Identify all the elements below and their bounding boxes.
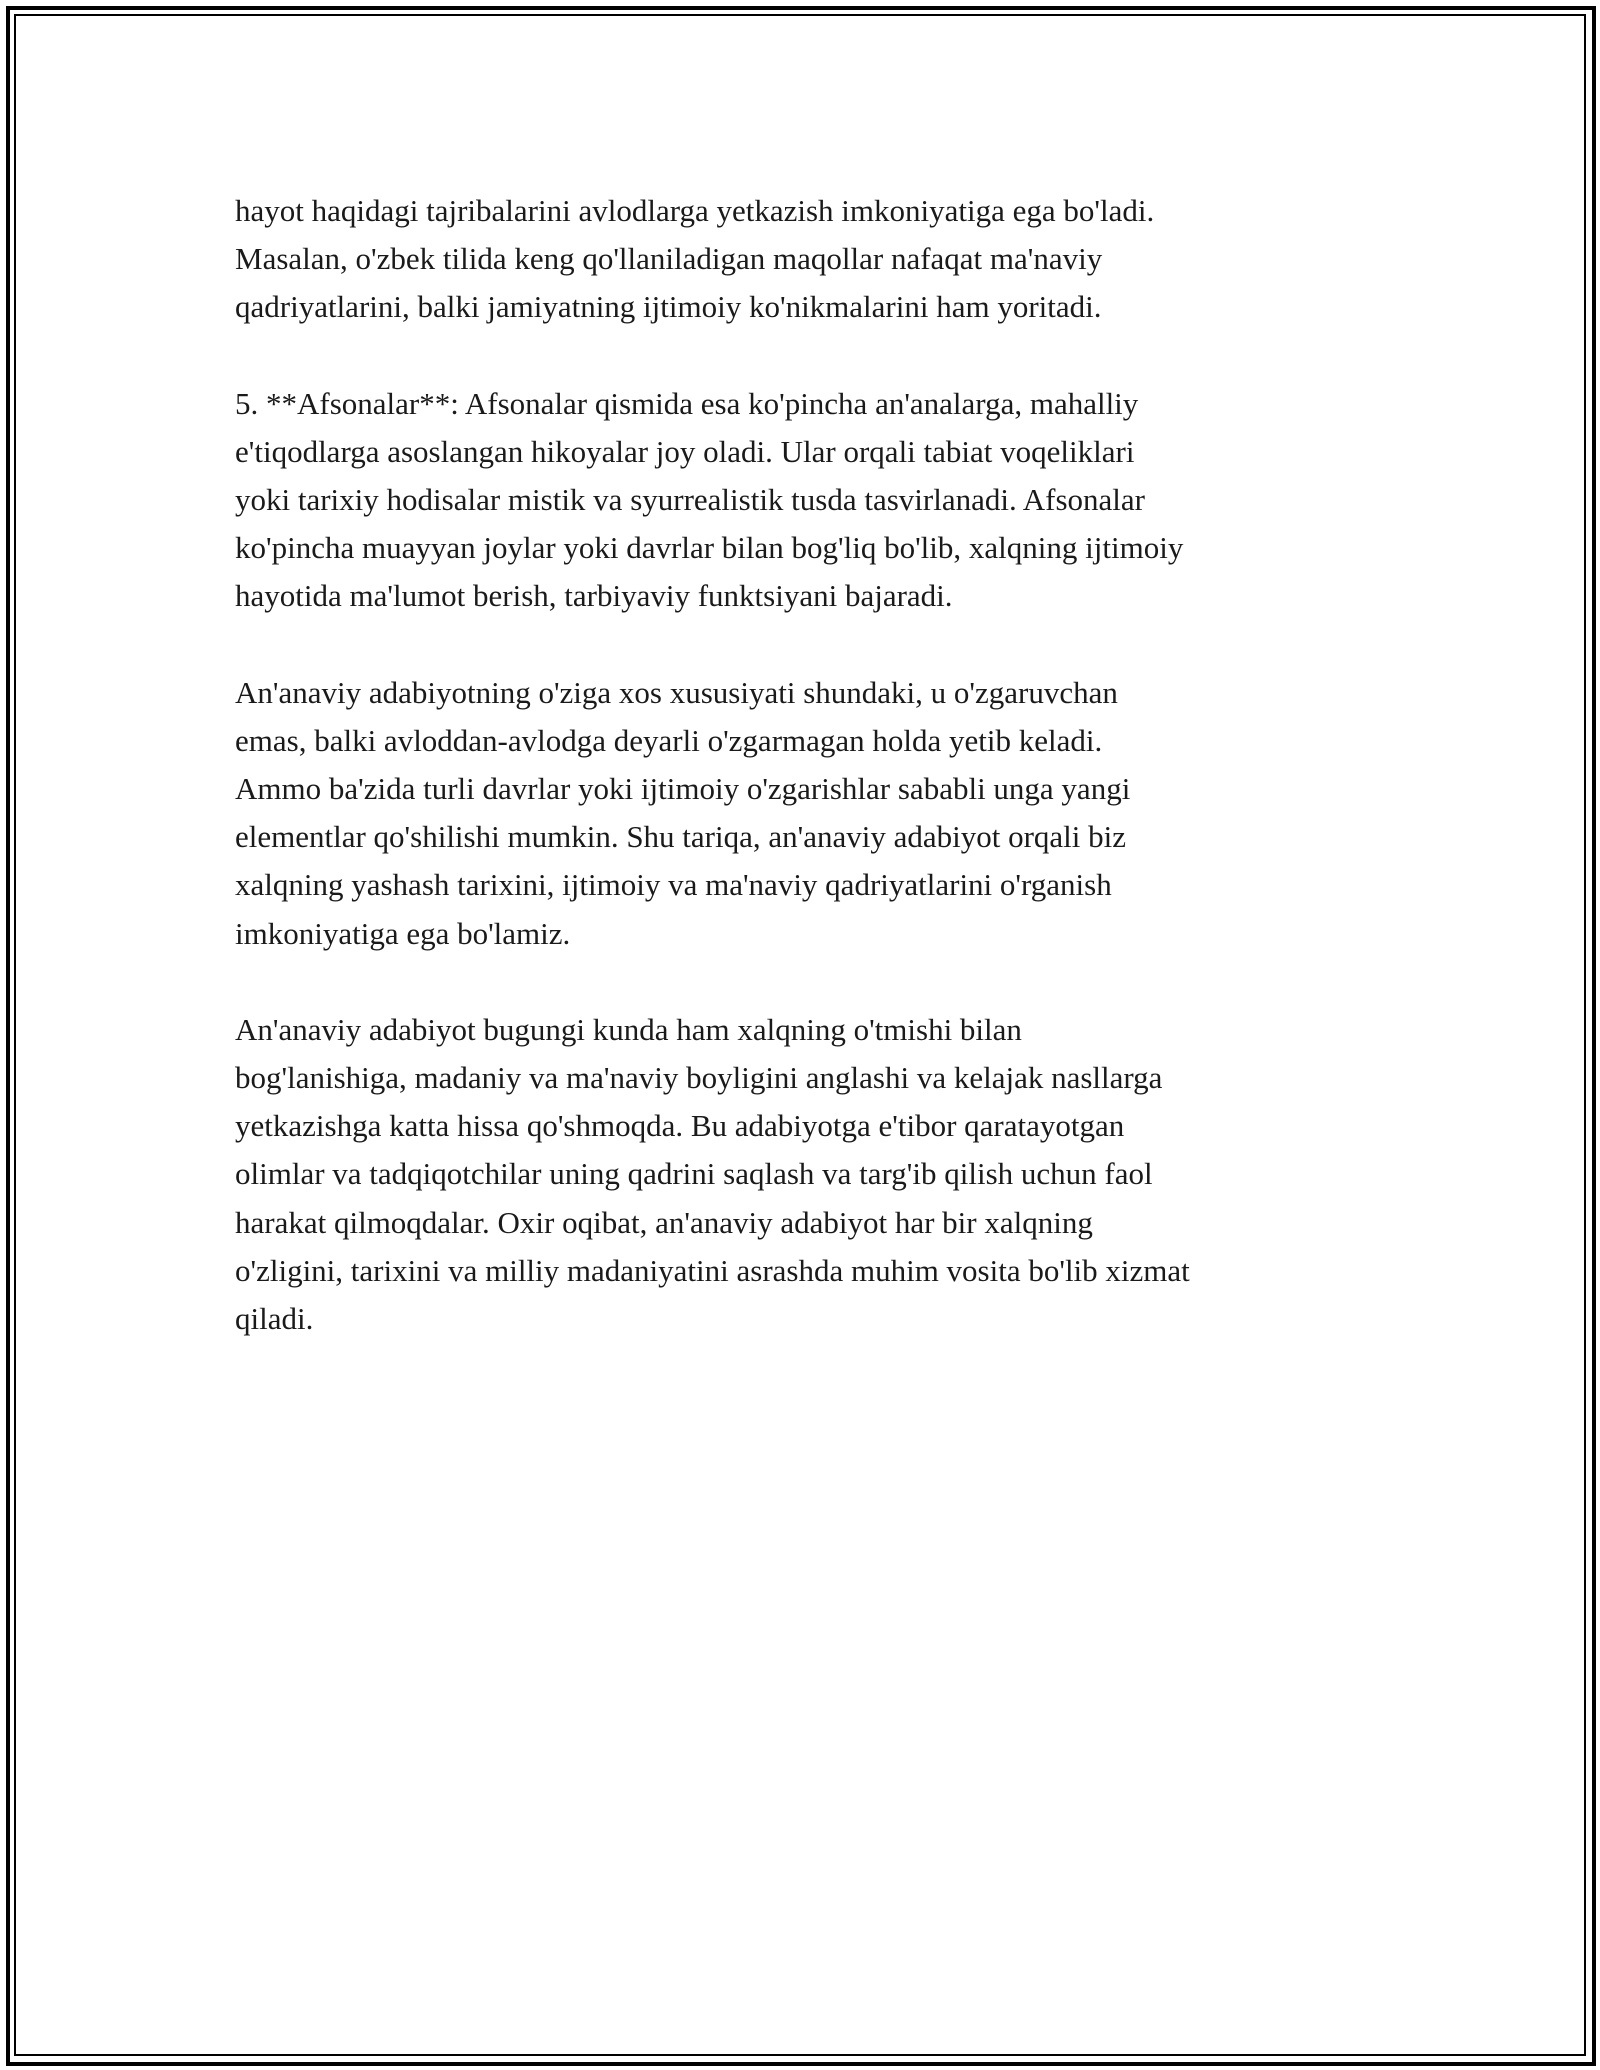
paragraph-afsonalar: 5. **Afsonalar**: Afsonalar qismida esa ko'pincha an'analarga, mahalliy e'tiqodlarga asoslangan hikoyalar joy oladi. Ular orqali tabiat voqeliklari yoki tarixiy hodisalar mistik va syurrealistik tusda tasvirlanadi. Afsonalar ko'pincha muayyan joylar yoki davrlar bilan bog'liq bo'lib, xalqning ijtimoiy hayotida ma'lumot berish, tarbiyaviy funktsiyani bajaradi. — [235, 385, 1184, 614]
document-body — [235, 187, 1375, 1391]
paragraph-continuation: hayot haqidagi tajribalarini avlodlarga yetkazish imkoniyatiga ega bo'ladi. Masalan, o'zbek tilida keng qo'llaniladigan maqollar nafaqat ma'naviy qadriyatlarini, balki jamiyatning ijtimoiy ko'nikmalarini ham yoritadi. — [235, 193, 1155, 325]
paragraph-conclusion: An'anaviy adabiyot bugungi kunda ham xalqning o'tmishi bilan bog'lanishiga, madaniy va ma'naviy boyligini anglashi va kelajak nasllarga yetkazishga katta hissa qo'shmoqda. Bu adabiyotga e'tibor qaratayotgan olimlar va tadqiqotchilar uning qadrini saqlash va targ'ib qilish uchun faol harakat qilmoqdalar. Oxir oqibat, an'anaviy adabiyot har bir xalqning o'zligini, tarixini va milliy madaniyatini asrashda muhim vosita bo'lib xizmat qiladi. — [235, 1011, 1190, 1337]
paragraph-traditional-literature-feature: An'anaviy adabiyotning o'ziga xos xususiyati shundaki, u o'zgaruvchan emas, balki avloddan-avlodga deyarli o'zgarmagan holda yetib keladi. Ammo ba'zida turli davrlar yoki ijtimoiy o'zgarishlar sababli unga yangi elementlar qo'shilishi mumkin. Shu tariqa, an'anaviy adabiyot orqali biz xalqning yashash tarixini, ijtimoiy va ma'naviy qadriyatlarini o'rganish imkoniyatiga ega bo'lamiz. — [235, 674, 1131, 951]
